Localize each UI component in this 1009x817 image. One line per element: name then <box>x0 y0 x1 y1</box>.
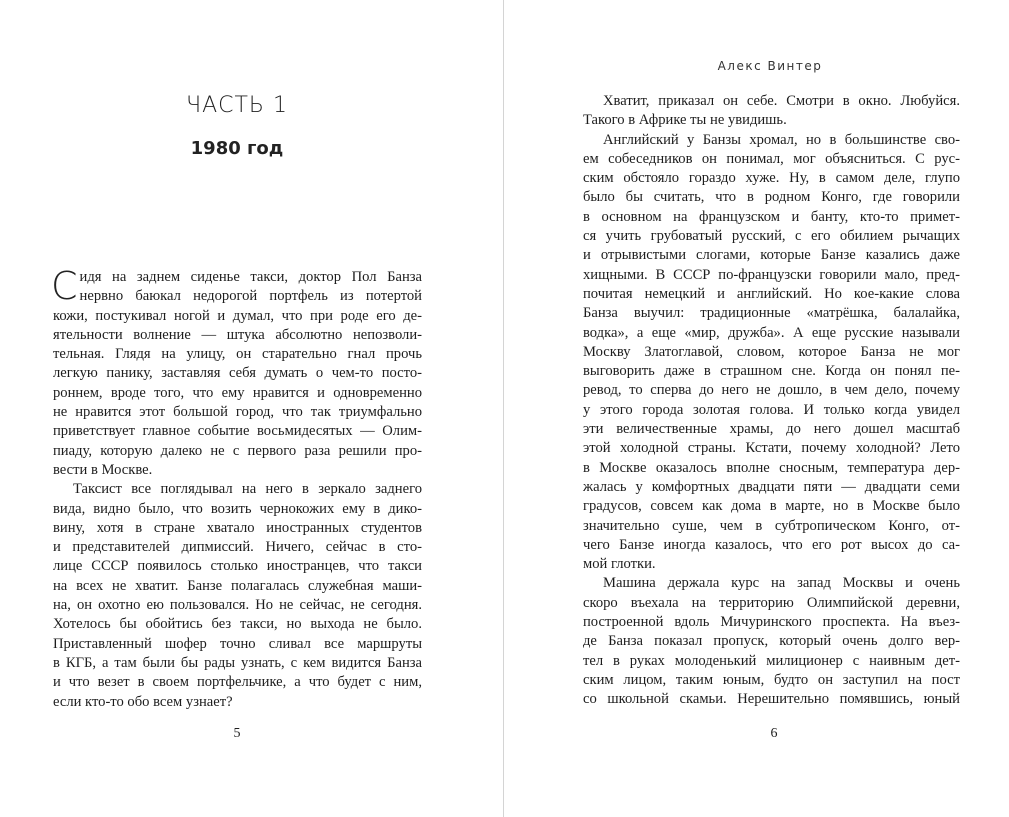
text-line: вида, видно было, что возить чернокожих ему в дико- <box>53 500 422 517</box>
text-line: Машина держала курс на запад Москвы и очень <box>603 575 960 592</box>
text-line: Хотелось бы обойтись без такси, но выхода не было. <box>53 616 422 633</box>
text-line: этой холодной страны. Кстати, почему холодной? Лето <box>583 440 960 457</box>
text-line: не нравится этот большой город, что так триумфально <box>53 404 422 421</box>
text-line: в КГБ, а там были бы рады узнать, с кем видится Банза <box>53 654 422 671</box>
text-line: идя на заднем сиденье такси, доктор Пол Банза <box>79 269 422 285</box>
text-line: значительно суше, чем в субтропическом Конго, от- <box>583 517 960 534</box>
running-head-author: Алекс Винтер <box>717 59 823 73</box>
text-line: Москву Златоглавой, словом, которое Банза не мог <box>583 343 960 360</box>
part-title: ЧАСТЬ 1 <box>185 93 288 118</box>
text-line: Таксист все поглядывал на него в зеркало заднего <box>73 481 422 498</box>
text-line: приветствует главное событие восьмидесятых — Олим- <box>53 423 422 440</box>
text-line: эти величественные храмы, до него дошел масштаб <box>583 421 960 438</box>
text-line: хищными. В СССР по-французски говорили мало, пред- <box>583 266 960 283</box>
text-line: Английский у Банзы хромал, но в большинстве сво- <box>603 131 960 148</box>
text-line: в основном на французском и банту, кто-то примет- <box>583 208 960 225</box>
text-line: жалась у комфортных двадцати пяти — двадцати семи <box>583 478 960 495</box>
left-body-text <box>51 264 422 712</box>
text-line: лице СССР появилось столько иностранцев, что такси <box>53 558 422 575</box>
text-line: вести в Москве. <box>53 461 153 478</box>
text-line: де Банза показал пропуск, который очень долго вер- <box>583 633 960 650</box>
text-line: если кто-то обо всем узнает? <box>53 693 233 710</box>
text-line: ревод, то сперва до него не дошло, в чем дело, почему <box>583 382 960 399</box>
text-line: легкую панику, заставляя себя думать о чем-то посто- <box>53 365 422 382</box>
text-line: ся учить грубоватый русский, с его обилием рычащих <box>583 228 960 245</box>
text-line: у этого города золотая голова. И только когда увидел <box>583 401 960 418</box>
text-line: на, он охотно ею пользовался. Но не сейчас, не сегодня. <box>53 597 422 614</box>
text-line: роннем, вроде того, что ему нравится и одновременно <box>53 384 422 401</box>
text-line: вину, хотя в стране хватало иностранных студентов <box>53 519 422 536</box>
text-line: нервно баюкал недорогой портфель из потертой <box>79 288 422 305</box>
text-line: и что везет в своем портфельчике, а что будет с ним, <box>53 674 422 691</box>
right-body-text <box>583 92 960 710</box>
text-line: тельная. Глядя на улицу, он старательно гнал прочь <box>53 346 422 363</box>
text-line: градусов, совсем как дома в марте, но в Москве было <box>583 498 960 515</box>
text-line: и представителей дипмиссий. Ничего, сейчас в сто- <box>53 539 422 556</box>
text-line: кожи, постукивал ногой и думал, что при роде его де- <box>53 307 422 324</box>
text-line: ем собеседников он понимал, мог объясниться. С рус- <box>583 150 960 167</box>
text-line: Банза выучил: традиционные «матрёшка, балалайка, <box>583 305 960 322</box>
text-line: чего Банзе иногда казалось, что его рот высох до са- <box>583 536 960 553</box>
left-page <box>0 0 503 817</box>
text-line: Такого в Африке ты не увидишь. <box>583 112 787 129</box>
text-line: скоро въехала на территорию Олимпийской деревни, <box>583 594 960 611</box>
text-line: было бы считать, что в родном Конго, где говорили <box>583 189 960 206</box>
text-line: тел в руках молоденький милиционер с наивным дет- <box>583 652 960 669</box>
text-line: Хватит, приказал он себе. Смотри в окно. Любуйся. <box>603 93 960 109</box>
drop-cap: С <box>51 264 78 308</box>
text-line: ятельности волнение — штука абсолютно непозволи- <box>53 326 422 343</box>
chapter-year: 1980 год <box>190 138 284 159</box>
text-line: Приставленный шофер точно сливал все маршруты <box>53 635 422 652</box>
text-line: водка», а еще «мир, дружба». А еще русские называли <box>583 324 960 341</box>
text-line: со школьной скамьи. Нерешительно помявшись, юный <box>583 691 960 708</box>
text-line: выговорить даже в страшном сне. Когда он понял пе- <box>583 363 960 380</box>
text-line: в Москве оказалось вполне сносным, температура дер- <box>583 459 960 476</box>
text-line: ским лицом, таким юным, будто он заступил на пост <box>583 671 960 688</box>
text-line: и отрывистыми слогами, которые Банзе казались даже <box>583 247 960 264</box>
right-page <box>504 0 1009 817</box>
text-line: почитая немецкий и английский. Но кое-какие слова <box>583 285 960 302</box>
text-line: на всех не хватит. Банзе полагалась служебная маши- <box>53 577 422 594</box>
text-line: пиаду, которую далеко не с первого раза решили про- <box>53 442 422 459</box>
page-number: 5 <box>233 726 241 741</box>
text-line: ским обстояло гораздо хуже. Ну, в самом деле, глупо <box>583 170 960 187</box>
text-line: мой глотки. <box>583 556 656 573</box>
text-line: построенной вдоль Мичуринского проспекта. На въез- <box>583 614 960 631</box>
page-number: 6 <box>770 726 778 741</box>
